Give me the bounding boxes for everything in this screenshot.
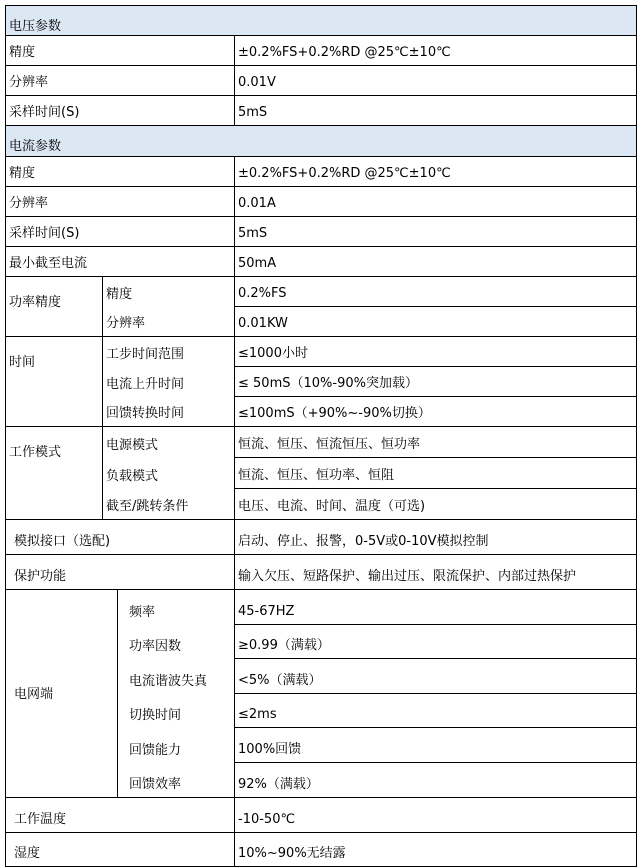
row-value: ≤ 50mS（10%-90%突加载） — [238, 376, 418, 391]
row-label: 采样时间(S) — [9, 105, 80, 120]
table-row — [5, 187, 637, 217]
table-row — [5, 96, 637, 126]
group-label-cell — [5, 590, 117, 798]
sub-label: 电流谐波失真 — [129, 674, 208, 689]
row-value: 5mS — [238, 226, 268, 241]
sub-label: 切换时间 — [129, 708, 182, 723]
row-value: 恒流、恒压、恒功率、恒阻 — [238, 468, 395, 483]
row-label: 工作温度 — [14, 812, 67, 827]
group-label: 时间 — [9, 355, 36, 370]
sub-label: 电源模式 — [106, 438, 159, 453]
row-value: 恒流、恒压、恒流恒压、恒功率 — [238, 437, 421, 452]
row-label: 采样时间(S) — [9, 226, 80, 241]
row-label: 最小截至电流 — [9, 256, 88, 271]
row-value: 电压、电流、时间、温度（可选) — [238, 499, 426, 514]
group-label: 工作模式 — [9, 445, 62, 460]
row-label: 分辨率 — [9, 75, 49, 90]
row-value: 0.2%FS — [238, 286, 287, 301]
row-value: ±0.2%FS+0.2%RD @25℃±10℃ — [238, 45, 451, 60]
table-row — [5, 520, 637, 555]
row-value: 0.01KW — [238, 316, 288, 331]
row-value: ±0.2%FS+0.2%RD @25℃±10℃ — [238, 166, 451, 181]
row-label: 模拟接口（选配) — [14, 534, 111, 549]
section-header-voltage — [5, 5, 637, 36]
group-label: 功率精度 — [9, 295, 62, 310]
row-value: ≤2ms — [238, 707, 277, 722]
group-label-cell — [5, 337, 102, 427]
section-title: 电流参数 — [9, 139, 62, 154]
row-label: 精度 — [9, 166, 36, 181]
group-label-cell — [5, 427, 102, 520]
row-value: 5mS — [238, 105, 268, 120]
row-value: ≤100mS（+90%~-90%切换） — [238, 406, 431, 421]
row-label: 湿度 — [14, 846, 41, 861]
table-row — [5, 36, 637, 66]
row-value: 输入欠压、短路保护、输出过压、限流保护、内部过热保护 — [238, 569, 577, 584]
row-value: ≥0.99（满载） — [238, 638, 330, 653]
table-row — [5, 555, 637, 590]
row-value: 0.01V — [238, 75, 276, 90]
table-row — [5, 66, 637, 96]
row-value: -10-50℃ — [238, 812, 296, 827]
sub-label: 电流上升时间 — [106, 377, 185, 392]
row-value: ≤1000小时 — [238, 346, 308, 361]
table-row — [5, 217, 637, 247]
sub-label: 回馈能力 — [129, 743, 182, 758]
sub-label: 分辨率 — [106, 316, 146, 331]
row-value: 0.01A — [238, 196, 276, 211]
row-value: 10%~90%无结露 — [238, 846, 346, 861]
sub-label: 回馈效率 — [129, 777, 182, 792]
sub-label: 频率 — [129, 605, 156, 620]
row-value: 50mA — [238, 256, 277, 271]
row-value: 45-67HZ — [238, 604, 295, 619]
row-label: 分辨率 — [9, 196, 49, 211]
sub-label: 截至/跳转条件 — [106, 499, 189, 514]
section-header-current — [5, 126, 637, 157]
sub-label: 负载模式 — [106, 469, 159, 484]
row-value: 100%回馈 — [238, 742, 302, 757]
row-label: 精度 — [9, 45, 36, 60]
sub-label: 回馈转换时间 — [106, 406, 185, 421]
sub-label: 功率因数 — [129, 639, 182, 654]
sub-label: 工步时间范围 — [106, 347, 185, 362]
sub-label: 精度 — [106, 287, 133, 302]
section-title: 电压参数 — [9, 19, 62, 34]
group-label: 电网端 — [14, 687, 54, 702]
row-label: 保护功能 — [14, 569, 67, 584]
row-value: <5%（满载） — [238, 673, 322, 688]
table-row — [5, 157, 637, 187]
table-row — [5, 798, 637, 833]
group-label-cell — [5, 277, 102, 337]
row-value: 92%（满载） — [238, 777, 319, 792]
row-value: 启动、停止、报警，0-5V或0-10V模拟控制 — [238, 534, 489, 549]
table-row — [5, 247, 637, 277]
table-row — [5, 833, 637, 867]
